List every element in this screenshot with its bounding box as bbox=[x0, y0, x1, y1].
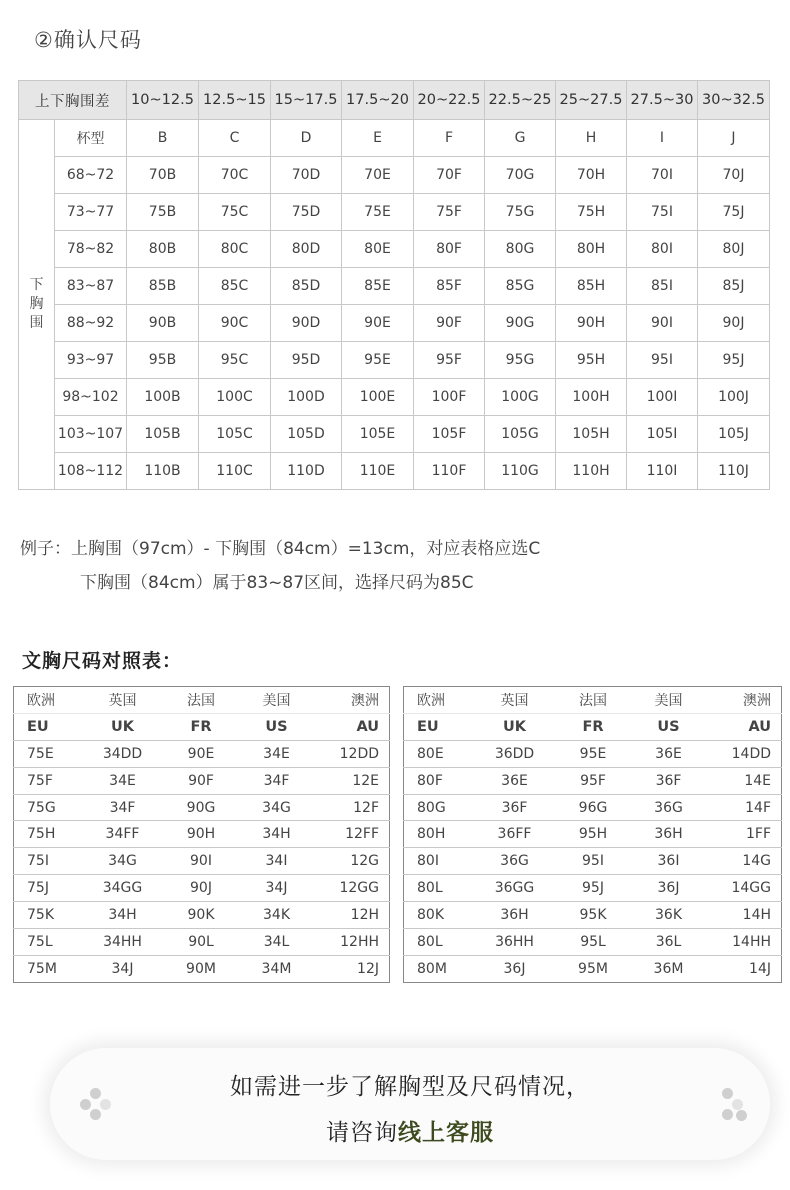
size-cell: 85B bbox=[127, 268, 199, 305]
conversion-cell: 34J bbox=[239, 875, 315, 902]
conversion-cell: 75K bbox=[14, 902, 82, 929]
conversion-cell: 34F bbox=[82, 794, 164, 821]
underbust-side-label: 下 胸 围 bbox=[19, 120, 55, 490]
conversion-cell: 34G bbox=[239, 794, 315, 821]
conversion-cell: 34F bbox=[239, 767, 315, 794]
size-cell: 80F bbox=[414, 231, 485, 268]
underbust-range: 73~77 bbox=[55, 194, 127, 231]
conversion-cell: 75M bbox=[27, 960, 57, 977]
cup-header: H bbox=[556, 120, 627, 157]
region-header-cn: 英国 bbox=[474, 687, 556, 714]
size-cell: 110D bbox=[271, 453, 342, 490]
size-cell: 100J bbox=[698, 379, 770, 416]
size-cell: 95I bbox=[627, 342, 698, 379]
dots-decoration-right-icon bbox=[722, 1088, 752, 1118]
banner-line-1: 如需进一步了解胸型及尺码情况， bbox=[230, 1074, 590, 1100]
underbust-range: 108~112 bbox=[55, 453, 127, 490]
region-header-code: AU bbox=[315, 713, 390, 740]
size-cell: 75G bbox=[485, 194, 556, 231]
cup-label: 杯型 bbox=[55, 120, 127, 157]
conversion-row bbox=[14, 929, 390, 956]
conversion-cell: 34L bbox=[239, 929, 315, 956]
cup-header: B bbox=[127, 120, 199, 157]
conversion-cell: 12E bbox=[315, 767, 390, 794]
conversion-row bbox=[14, 875, 390, 902]
underbust-range: 98~102 bbox=[55, 379, 127, 416]
conversion-cell: 14F bbox=[707, 794, 782, 821]
size-cell: 70D bbox=[271, 157, 342, 194]
size-row bbox=[19, 231, 770, 268]
size-cell: 80G bbox=[485, 231, 556, 268]
conversion-row bbox=[14, 740, 390, 767]
conversion-cell: 36F bbox=[631, 767, 707, 794]
size-cell: 100I bbox=[627, 379, 698, 416]
underbust-range: 93~97 bbox=[55, 342, 127, 379]
size-cell: 90B bbox=[127, 305, 199, 342]
region-header-cn: 美国 bbox=[631, 687, 707, 714]
conversion-cell: 95K bbox=[556, 902, 631, 929]
diff-label: 上下胸围差 bbox=[19, 81, 127, 120]
size-cell: 70I bbox=[627, 157, 698, 194]
region-header-code: EU bbox=[404, 713, 474, 740]
size-cell: 70G bbox=[485, 157, 556, 194]
diff-range-header: 10~12.5 bbox=[127, 81, 199, 120]
region-header-code: UK bbox=[82, 713, 164, 740]
conversion-cell: 34M bbox=[261, 960, 292, 977]
size-cell: 90H bbox=[556, 305, 627, 342]
region-header-cn: 欧洲 bbox=[404, 687, 474, 714]
conversion-cell: 95H bbox=[556, 821, 631, 848]
section-title: ②确认尺码 bbox=[34, 28, 142, 52]
region-header-code: US bbox=[239, 713, 315, 740]
conversion-cell: 34I bbox=[239, 848, 315, 875]
conversion-cell: 80L bbox=[404, 875, 474, 902]
size-cell: 75D bbox=[271, 194, 342, 231]
conversion-cell: 36F bbox=[474, 794, 556, 821]
size-cell: 70B bbox=[127, 157, 199, 194]
size-cell: 75F bbox=[414, 194, 485, 231]
conversion-cell: 36FF bbox=[474, 821, 556, 848]
online-service-link[interactable]: 线上客服 bbox=[398, 1120, 494, 1146]
cup-header: J bbox=[698, 120, 770, 157]
conversion-cell: 36I bbox=[631, 848, 707, 875]
size-cell: 80E bbox=[342, 231, 414, 268]
conversion-row bbox=[14, 794, 390, 821]
size-cell: 105F bbox=[414, 416, 485, 453]
region-header-code: UK bbox=[474, 713, 556, 740]
size-cell: 110J bbox=[698, 453, 770, 490]
diff-range-header: 22.5~25 bbox=[485, 81, 556, 120]
size-cell: 105B bbox=[127, 416, 199, 453]
example-line-2: 下胸围（84cm）属于83~87区间，选择尺码为85C bbox=[80, 573, 474, 593]
size-cell: 70F bbox=[414, 157, 485, 194]
conversion-cell: 75H bbox=[14, 821, 82, 848]
conversion-cell: 80L bbox=[404, 929, 474, 956]
size-cell: 110C bbox=[199, 453, 271, 490]
conversion-cell: 80F bbox=[404, 767, 474, 794]
diff-range-header: 12.5~15 bbox=[199, 81, 271, 120]
conversion-row bbox=[404, 902, 782, 929]
conversion-cell: 34J bbox=[111, 960, 134, 977]
conversion-cell: 36G bbox=[631, 794, 707, 821]
diff-range-header: 20~22.5 bbox=[414, 81, 485, 120]
conversion-cell: 14E bbox=[707, 767, 782, 794]
size-cell: 105E bbox=[342, 416, 414, 453]
diff-range-header: 15~17.5 bbox=[271, 81, 342, 120]
conversion-row bbox=[14, 902, 390, 929]
conversion-cell: 12J bbox=[357, 960, 379, 977]
size-cell: 110G bbox=[485, 453, 556, 490]
conversion-cell: 12HH bbox=[315, 929, 390, 956]
size-cell: 110E bbox=[342, 453, 414, 490]
conversion-row bbox=[14, 848, 390, 875]
size-row bbox=[19, 305, 770, 342]
region-header-cn: 欧洲 bbox=[14, 687, 82, 714]
size-cell: 85H bbox=[556, 268, 627, 305]
example-line-1: 例子：上胸围（97cm）- 下胸围（84cm）=13cm，对应表格应选C bbox=[20, 539, 541, 559]
conversion-row bbox=[404, 875, 782, 902]
conversion-cell: 36K bbox=[631, 902, 707, 929]
size-cell: 80H bbox=[556, 231, 627, 268]
contact-banner[interactable] bbox=[50, 1048, 770, 1160]
conversion-cell: 14J bbox=[749, 960, 771, 977]
size-cell: 105H bbox=[556, 416, 627, 453]
size-cell: 70H bbox=[556, 157, 627, 194]
size-cell: 100G bbox=[485, 379, 556, 416]
size-cell: 75B bbox=[127, 194, 199, 231]
conversion-row bbox=[404, 955, 782, 982]
size-cell: 95D bbox=[271, 342, 342, 379]
conversion-row bbox=[404, 767, 782, 794]
conversion-cell: 90K bbox=[164, 902, 239, 929]
conversion-cell: 36H bbox=[631, 821, 707, 848]
conversion-table-right bbox=[403, 686, 782, 983]
conversion-cell: 36HH bbox=[474, 929, 556, 956]
conversion-cell: 36GG bbox=[474, 875, 556, 902]
conversion-cell: 1FF bbox=[707, 821, 782, 848]
size-cell: 90D bbox=[271, 305, 342, 342]
size-cell: 80C bbox=[199, 231, 271, 268]
size-cell: 75C bbox=[199, 194, 271, 231]
size-row bbox=[19, 268, 770, 305]
size-cell: 90J bbox=[698, 305, 770, 342]
cup-header: I bbox=[627, 120, 698, 157]
size-cell: 75J bbox=[698, 194, 770, 231]
conversion-cell: 80G bbox=[404, 794, 474, 821]
conversion-cell: 90E bbox=[164, 740, 239, 767]
size-cell: 85F bbox=[414, 268, 485, 305]
size-cell: 90C bbox=[199, 305, 271, 342]
size-cell: 105I bbox=[627, 416, 698, 453]
conversion-cell: 95L bbox=[556, 929, 631, 956]
size-cell: 75I bbox=[627, 194, 698, 231]
size-cell: 110I bbox=[627, 453, 698, 490]
size-cell: 100F bbox=[414, 379, 485, 416]
conversion-cell: 14G bbox=[707, 848, 782, 875]
conversion-row bbox=[14, 821, 390, 848]
size-row bbox=[19, 416, 770, 453]
size-cell: 70E bbox=[342, 157, 414, 194]
conversion-cell: 75F bbox=[14, 767, 82, 794]
size-cell: 90G bbox=[485, 305, 556, 342]
conversion-row bbox=[14, 767, 390, 794]
conversion-cell: 36M bbox=[653, 960, 684, 977]
cup-header: G bbox=[485, 120, 556, 157]
conversion-cell: 36DD bbox=[474, 740, 556, 767]
conversion-cell: 95I bbox=[556, 848, 631, 875]
conversion-row bbox=[404, 929, 782, 956]
size-row bbox=[19, 379, 770, 416]
size-cell: 85C bbox=[199, 268, 271, 305]
size-cell: 90F bbox=[414, 305, 485, 342]
conversion-cell: 14DD bbox=[707, 740, 782, 767]
region-header-cn: 法国 bbox=[164, 687, 239, 714]
size-cell: 85I bbox=[627, 268, 698, 305]
conversion-cell: 12DD bbox=[315, 740, 390, 767]
conversion-cell: 95E bbox=[556, 740, 631, 767]
cup-header: C bbox=[199, 120, 271, 157]
underbust-range: 88~92 bbox=[55, 305, 127, 342]
size-cell: 95E bbox=[342, 342, 414, 379]
size-cell: 105J bbox=[698, 416, 770, 453]
region-header-code: EU bbox=[14, 713, 82, 740]
size-cell: 85G bbox=[485, 268, 556, 305]
diff-range-header: 25~27.5 bbox=[556, 81, 627, 120]
region-header-cn: 澳洲 bbox=[315, 687, 390, 714]
conversion-cell: 36J bbox=[631, 875, 707, 902]
diff-range-header: 30~32.5 bbox=[698, 81, 770, 120]
cup-header: E bbox=[342, 120, 414, 157]
size-cell: 100H bbox=[556, 379, 627, 416]
conversion-cell: 90G bbox=[164, 794, 239, 821]
conversion-cell: 12FF bbox=[315, 821, 390, 848]
diff-range-header: 17.5~20 bbox=[342, 81, 414, 120]
size-cell: 110B bbox=[127, 453, 199, 490]
size-cell: 110H bbox=[556, 453, 627, 490]
conversion-cell: 90L bbox=[164, 929, 239, 956]
conversion-cell: 34E bbox=[82, 767, 164, 794]
conversion-cell: 90H bbox=[164, 821, 239, 848]
size-cell: 70J bbox=[698, 157, 770, 194]
size-cell: 105C bbox=[199, 416, 271, 453]
banner-line-2-prefix: 请咨询 bbox=[326, 1120, 398, 1146]
conversion-cell: 95M bbox=[578, 960, 608, 977]
size-cell: 80J bbox=[698, 231, 770, 268]
size-cell: 90E bbox=[342, 305, 414, 342]
conversion-cell: 34GG bbox=[82, 875, 164, 902]
conversion-cell: 36E bbox=[631, 740, 707, 767]
conversion-cell: 90I bbox=[164, 848, 239, 875]
conversion-cell: 80E bbox=[404, 740, 474, 767]
region-header-cn: 美国 bbox=[239, 687, 315, 714]
size-row bbox=[19, 157, 770, 194]
size-cell: 85J bbox=[698, 268, 770, 305]
size-cell: 95C bbox=[199, 342, 271, 379]
conversion-cell: 36H bbox=[474, 902, 556, 929]
size-table bbox=[18, 80, 770, 490]
conversion-cell: 14GG bbox=[707, 875, 782, 902]
size-cell: 105D bbox=[271, 416, 342, 453]
conversion-cell: 75E bbox=[14, 740, 82, 767]
diff-range-header: 27.5~30 bbox=[627, 81, 698, 120]
conversion-cell: 80H bbox=[404, 821, 474, 848]
conversion-row bbox=[404, 740, 782, 767]
size-cell: 85E bbox=[342, 268, 414, 305]
region-header-cn: 英国 bbox=[82, 687, 164, 714]
region-header-code: FR bbox=[556, 713, 631, 740]
size-cell: 75H bbox=[556, 194, 627, 231]
conversion-cell: 75J bbox=[14, 875, 82, 902]
cup-header: D bbox=[271, 120, 342, 157]
banner-line-2 bbox=[50, 1114, 770, 1147]
size-row bbox=[19, 342, 770, 379]
region-header-code: AU bbox=[707, 713, 782, 740]
size-cell: 90I bbox=[627, 305, 698, 342]
size-cell: 80D bbox=[271, 231, 342, 268]
size-cell: 85D bbox=[271, 268, 342, 305]
conversion-cell: 34G bbox=[82, 848, 164, 875]
conversion-cell: 14HH bbox=[707, 929, 782, 956]
conversion-cell: 34E bbox=[239, 740, 315, 767]
size-cell: 100B bbox=[127, 379, 199, 416]
cup-header: F bbox=[414, 120, 485, 157]
conversion-cell: 80I bbox=[404, 848, 474, 875]
conversion-cell: 12F bbox=[315, 794, 390, 821]
size-cell: 95J bbox=[698, 342, 770, 379]
size-cell: 70C bbox=[199, 157, 271, 194]
underbust-range: 78~82 bbox=[55, 231, 127, 268]
conversion-cell: 14H bbox=[707, 902, 782, 929]
region-header-code: US bbox=[631, 713, 707, 740]
size-cell: 75E bbox=[342, 194, 414, 231]
underbust-range: 103~107 bbox=[55, 416, 127, 453]
size-cell: 80B bbox=[127, 231, 199, 268]
size-cell: 80I bbox=[627, 231, 698, 268]
conversion-row bbox=[404, 794, 782, 821]
conversion-row bbox=[404, 821, 782, 848]
conversion-row bbox=[14, 955, 390, 982]
conversion-cell: 12H bbox=[315, 902, 390, 929]
conversion-table-left bbox=[13, 686, 390, 983]
conversion-cell: 75G bbox=[14, 794, 82, 821]
conversion-cell: 95J bbox=[556, 875, 631, 902]
conversion-cell: 90J bbox=[164, 875, 239, 902]
conversion-cell: 80K bbox=[404, 902, 474, 929]
conversion-cell: 90M bbox=[186, 960, 216, 977]
conversion-cell: 34DD bbox=[82, 740, 164, 767]
conversion-cell: 90F bbox=[164, 767, 239, 794]
size-cell: 95H bbox=[556, 342, 627, 379]
conversion-cell: 12G bbox=[315, 848, 390, 875]
conversion-cell: 96G bbox=[556, 794, 631, 821]
conversion-cell: 36L bbox=[631, 929, 707, 956]
size-row bbox=[19, 194, 770, 231]
conversion-cell: 75L bbox=[14, 929, 82, 956]
conversion-cell: 80M bbox=[417, 960, 447, 977]
region-header-code: FR bbox=[164, 713, 239, 740]
conversion-row bbox=[404, 848, 782, 875]
size-cell: 100C bbox=[199, 379, 271, 416]
conversion-cell: 12GG bbox=[315, 875, 390, 902]
size-cell: 95B bbox=[127, 342, 199, 379]
size-row bbox=[19, 453, 770, 490]
conversion-title: 文胸尺码对照表： bbox=[22, 650, 183, 672]
size-cell: 100D bbox=[271, 379, 342, 416]
size-cell: 110F bbox=[414, 453, 485, 490]
conversion-cell: 34HH bbox=[82, 929, 164, 956]
conversion-cell: 34H bbox=[239, 821, 315, 848]
conversion-cell: 34FF bbox=[82, 821, 164, 848]
conversion-cell: 36G bbox=[474, 848, 556, 875]
conversion-cell: 36E bbox=[474, 767, 556, 794]
size-cell: 95G bbox=[485, 342, 556, 379]
conversion-cell: 36J bbox=[503, 960, 526, 977]
conversion-cell: 34K bbox=[239, 902, 315, 929]
underbust-range: 83~87 bbox=[55, 268, 127, 305]
region-header-cn: 澳洲 bbox=[707, 687, 782, 714]
size-cell: 105G bbox=[485, 416, 556, 453]
size-cell: 95F bbox=[414, 342, 485, 379]
conversion-cell: 95F bbox=[556, 767, 631, 794]
size-cell: 100E bbox=[342, 379, 414, 416]
underbust-range: 68~72 bbox=[55, 157, 127, 194]
region-header-cn: 法国 bbox=[556, 687, 631, 714]
conversion-cell: 75I bbox=[14, 848, 82, 875]
conversion-cell: 34H bbox=[82, 902, 164, 929]
